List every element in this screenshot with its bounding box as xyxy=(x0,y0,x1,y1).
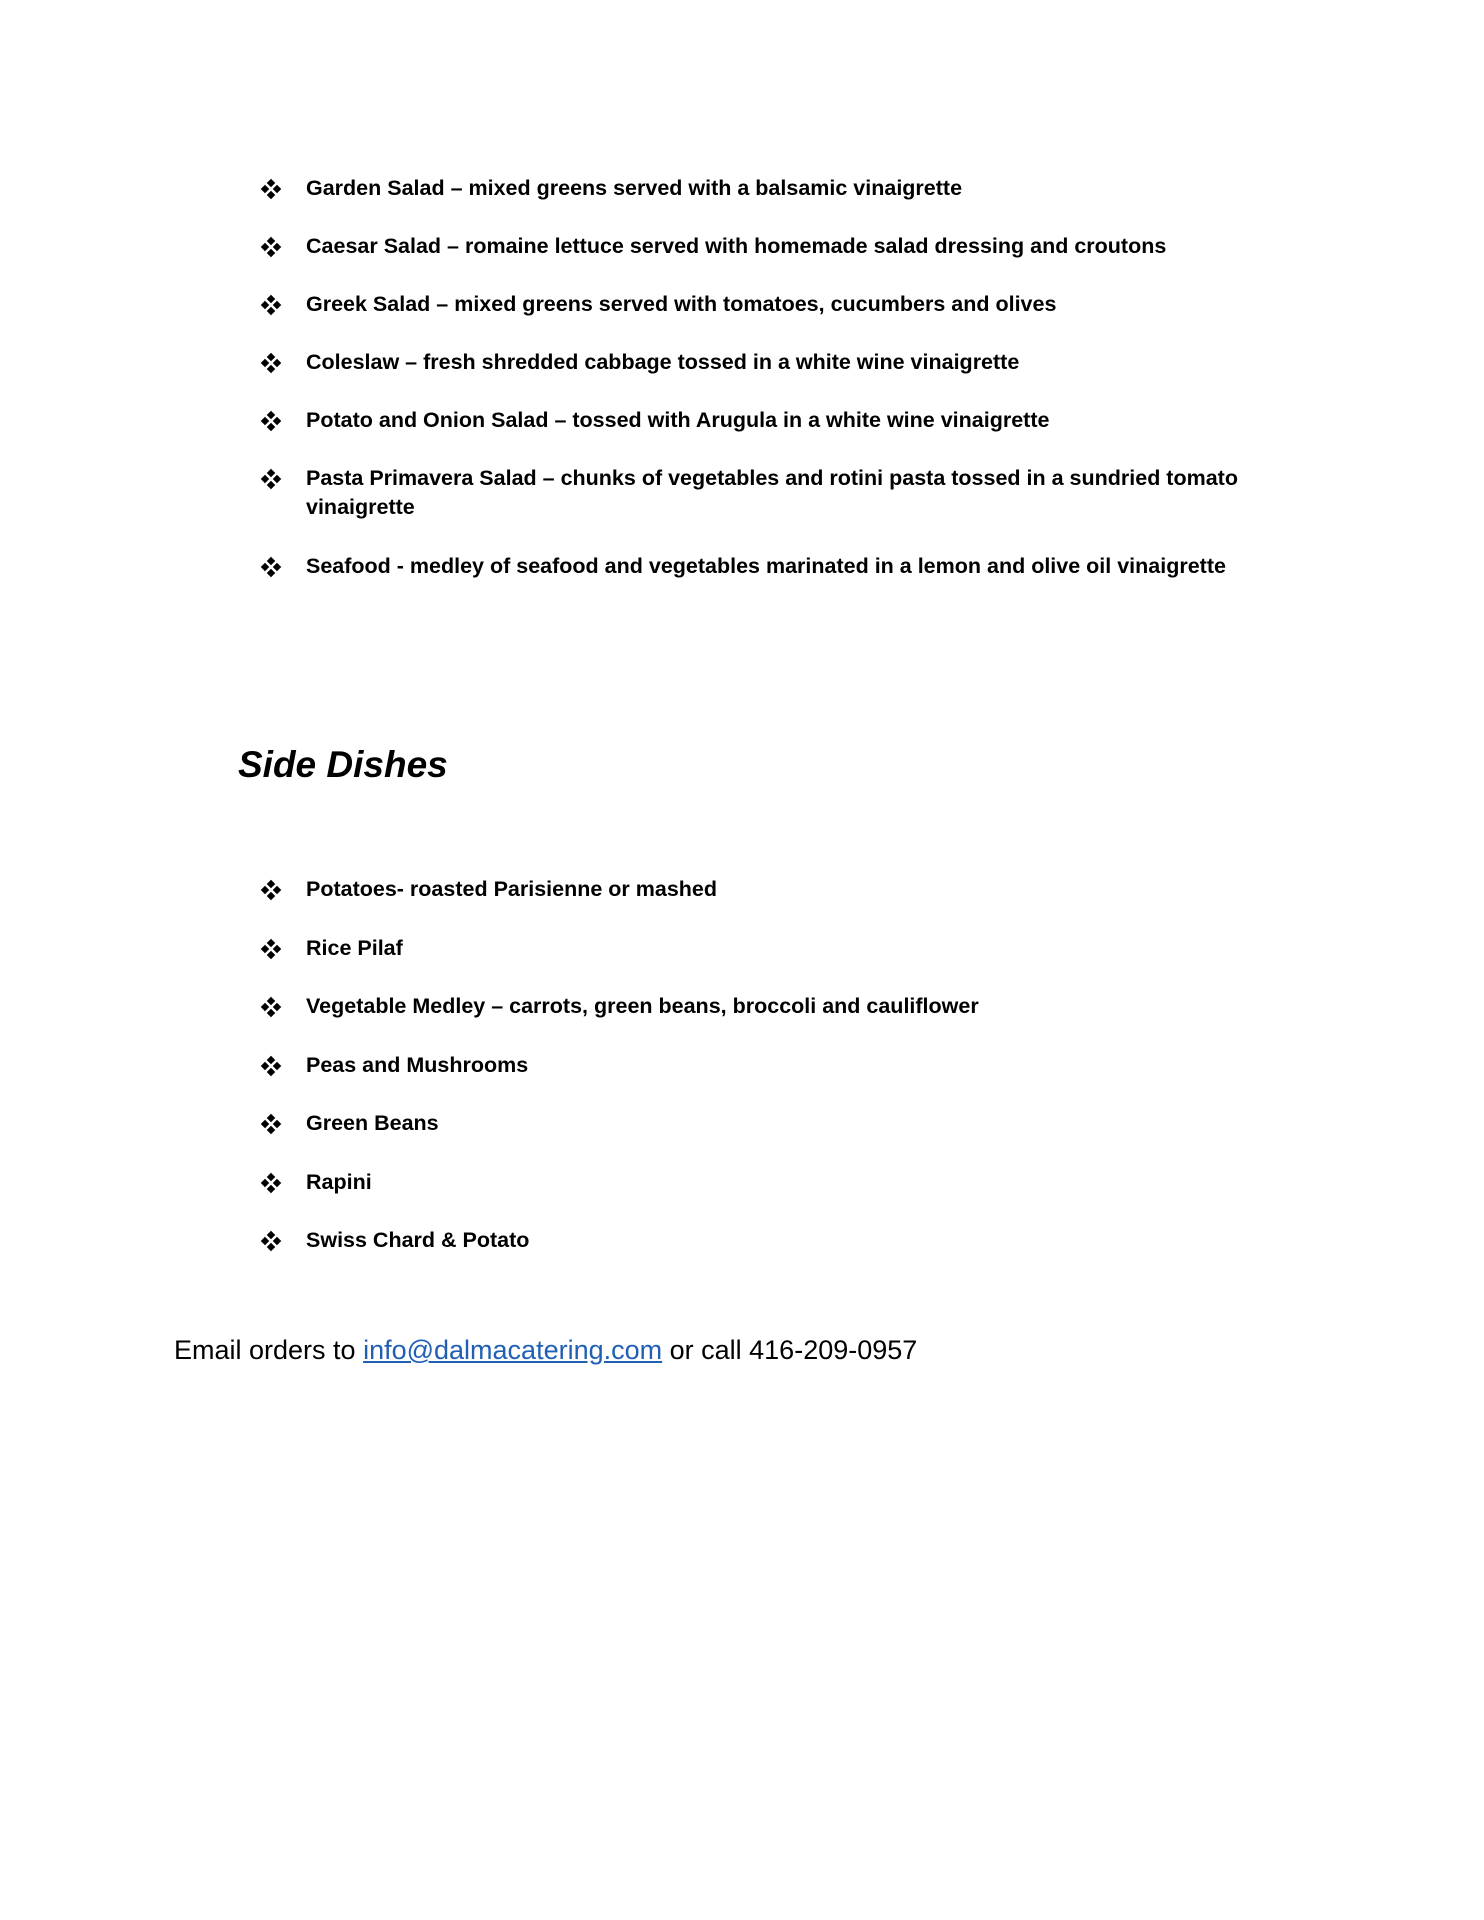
diamond-bullet-icon xyxy=(262,412,280,430)
diamond-bullet-icon xyxy=(262,238,280,256)
salads-list xyxy=(262,174,1262,610)
list-item-text: Pasta Primavera Salad – chunks of vegetables and rotini pasta tossed in a sundried tomato vinaigrette xyxy=(306,466,1238,519)
list-item xyxy=(262,1168,1262,1197)
list-item xyxy=(262,464,1262,522)
list-item xyxy=(262,1109,1262,1138)
footer-prefix: Email orders to xyxy=(174,1335,364,1365)
email-link[interactable]: info@dalmacatering.com xyxy=(363,1335,663,1365)
list-item-text: Swiss Chard & Potato xyxy=(306,1228,530,1252)
section-heading-side-dishes: Side Dishes xyxy=(238,744,448,785)
footer-suffix: or call 416-209-0957 xyxy=(662,1335,918,1365)
list-item xyxy=(262,875,1262,904)
diamond-bullet-icon xyxy=(262,1115,280,1133)
list-item xyxy=(262,1226,1262,1255)
diamond-bullet-icon xyxy=(262,558,280,576)
list-item-text: Caesar Salad – romaine lettuce served with homemade salad dressing and croutons xyxy=(306,234,1167,258)
diamond-bullet-icon xyxy=(262,881,280,899)
list-item-text: Rice Pilaf xyxy=(306,935,403,960)
list-item xyxy=(262,934,1262,963)
list-item-text: Seafood - medley of seafood and vegetables marinated in a lemon and olive oil vinaigrette xyxy=(306,554,1226,578)
diamond-bullet-icon xyxy=(262,1057,280,1075)
list-item xyxy=(262,174,1262,203)
diamond-bullet-icon xyxy=(262,940,280,958)
diamond-bullet-icon xyxy=(262,354,280,372)
diamond-bullet-icon xyxy=(262,470,280,488)
list-item-text: Vegetable Medley – carrots, green beans, broccoli and cauliflower xyxy=(306,994,979,1018)
list-item xyxy=(262,1051,1262,1080)
list-item-text: Garden Salad – mixed greens served with a balsamic vinaigrette xyxy=(306,176,963,200)
diamond-bullet-icon xyxy=(262,998,280,1016)
diamond-bullet-icon xyxy=(262,1232,280,1250)
diamond-bullet-icon xyxy=(262,1174,280,1192)
list-item-text: Green Beans xyxy=(306,1111,439,1135)
diamond-bullet-icon xyxy=(262,180,280,198)
list-item-text: Potato and Onion Salad – tossed with Arugula in a white wine vinaigrette xyxy=(306,408,1050,432)
order-contact-line xyxy=(174,1332,917,1368)
list-item xyxy=(262,406,1262,435)
list-item xyxy=(262,992,1262,1021)
list-item-text: Coleslaw – fresh shredded cabbage tossed in a white wine vinaigrette xyxy=(306,350,1020,374)
list-item-text: Greek Salad – mixed greens served with tomatoes, cucumbers and olives xyxy=(306,292,1057,316)
list-item-text: Rapini xyxy=(306,1169,372,1194)
side-dishes-list xyxy=(262,875,1262,1285)
list-item-text: Potatoes- roasted Parisienne or mashed xyxy=(306,877,718,901)
list-item xyxy=(262,232,1262,261)
list-item-text: Peas and Mushrooms xyxy=(306,1052,529,1077)
list-item xyxy=(262,348,1262,377)
diamond-bullet-icon xyxy=(262,296,280,314)
list-item xyxy=(262,290,1262,319)
list-item xyxy=(262,552,1262,581)
